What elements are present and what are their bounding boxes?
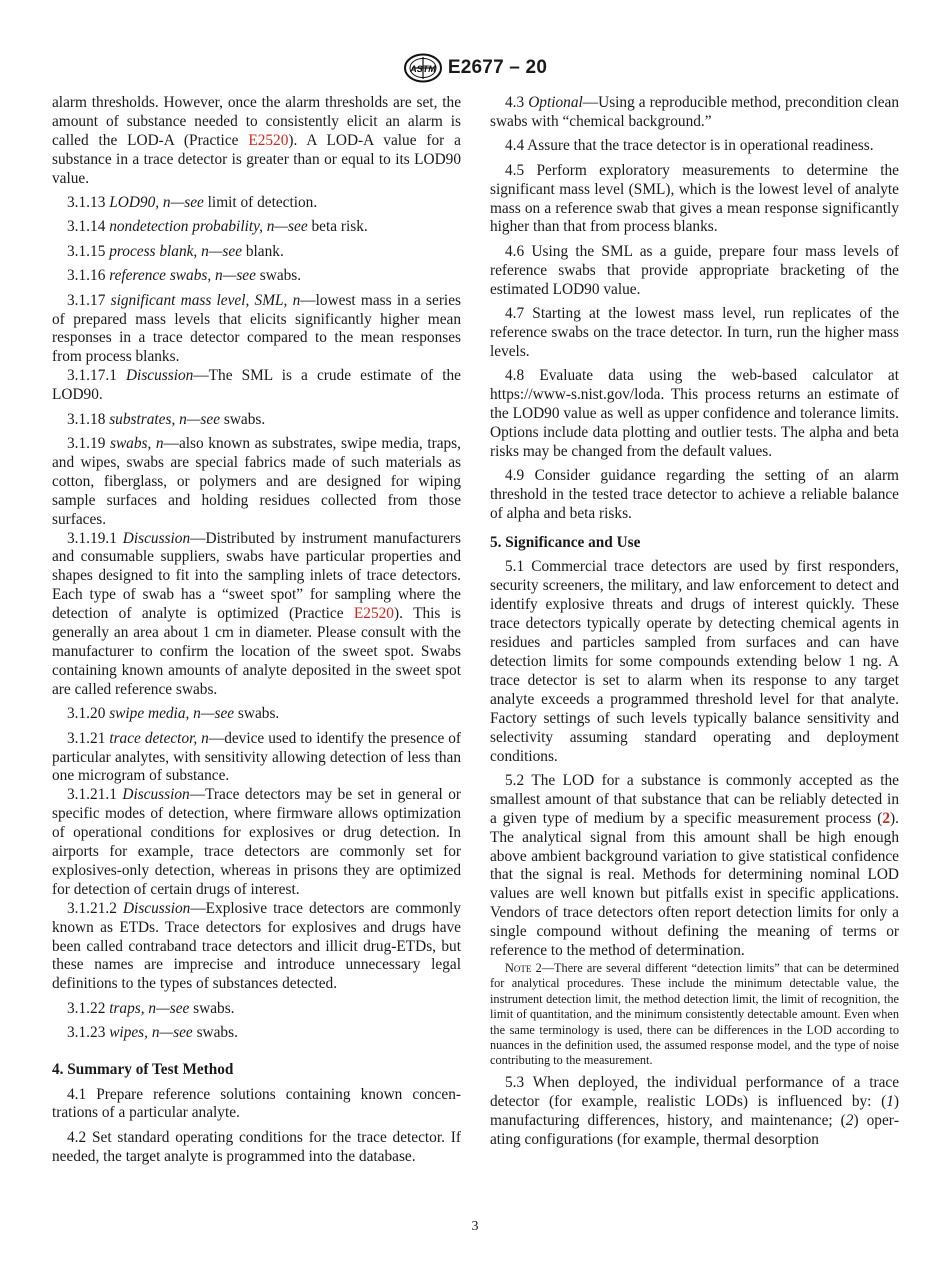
reference-link[interactable]: 2 — [882, 809, 891, 827]
e2520-link[interactable]: E2520 — [353, 605, 394, 623]
section-5-heading: 5. Significance and Use — [490, 534, 641, 552]
note-2: Note 2—There are several different “detection limits” that can be determined for analytical procedures. These include the minimum detectable value, the instrument detection limit, the method detection limit, the limit of recognition, the limit of quantitation, and the minimum consistently detectable amount. Even when the same terminology is used, there can be differences in the LOD according to nuances in the definition used, the assumed response model, and the type of noise contributing to the measurement. — [490, 960, 899, 1068]
page-number: 3 — [471, 1219, 479, 1234]
def-3-1-21-1: 3.1.21.1 Discussion—Trace detectors may be set in general or specific modes of detection, where firmware allows optimization of operational conditions for explosives or drug detection. In airports for example, trace detectors are commonly set for explosives-only detection, whereas in prisons they are optimized for detection of certain drugs of interest. — [52, 786, 462, 898]
para-4-5: 4.5 Perform exploratory measurements to determine the significant mass level (SML), which is the lowest level of analyte mass on a reference swab that gives a mean response significantly higher than that from process blanks. — [490, 161, 899, 236]
para-4-7: 4.7 Starting at the lowest mass level, run replicates of the reference swabs on the trace detector. In turn, run the higher mass levels. — [490, 305, 899, 360]
def-3-1-16: 3.1.16 reference swabs, n—see swabs. — [67, 267, 302, 285]
paragraph-lod-a: alarm thresholds. However, once the alarm thresholds are set, the amount of substance needed to consistently elicit an alarm is called the LOD-A (Practice E2520). A LOD-A value for a substance in a trace detector is greater than or equal to its LOD90 value. — [52, 94, 461, 187]
left-column — [52, 94, 461, 1167]
def-3-1-23: 3.1.23 wipes, n—see swabs. — [67, 1024, 238, 1042]
def-3-1-19-1: 3.1.19.1 Discussion—Distributed by instrument manufacturers and consumable suppliers, swabs have particular properties and shapes designed to fit into the sampling inlets of trace detectors. Each type of swab has a “sweet spot” for sampling where the detection of analyte is optimized (Practice E2520). This is generally an area about 1 cm in diameter. Please consult with the manufacturer to confirm the location of the sweet spot. Swabs containing known amounts of analyte deposited in the sweet spot are called reference swabs. — [52, 529, 461, 698]
def-3-1-15: 3.1.15 process blank, n—see blank. — [67, 242, 284, 260]
def-3-1-18: 3.1.18 substrates, n—see swabs. — [67, 410, 266, 428]
para-5-1: 5.1 Commercial trace detectors are used by first responders, security screeners, the military, and law enforcement to detect and identify explosive threats and drugs of interest quickly. These trace detectors typically operate by detecting chemical agents in residues and particles sampled from surfaces and can have detection limits for some compounds extending below 1 ng. A trace detector is set to alarm when its response to any target analyte exceeds a programmed threshold level for that analyte. Factory settings of such levels typically balance sensitivity and selectivity assuming standard operating and deployment conditions. — [490, 558, 899, 765]
def-3-1-21: 3.1.21 trace detector, n—device used to identify the presence of particular analytes, with sensitivity allowing detection of less than one microgram of substance. — [52, 729, 461, 785]
para-5-2: 5.2 The LOD for a substance is commonly accepted as the smallest amount of that substance that can be reliably detected in a given type of medium by a specific measurement process (2). The analytical signal from this amount shall be high enough above ambient background variation to give statistical confidence that the signal is real. Methods for determining nominal LOD values are well known but pitfalls exist in specific applications. Vendors of trace detectors often report detection limits for only a single compound without defining the meaning of terms or reference to the method of determination. — [490, 771, 899, 960]
para-4-4: 4.4 Assure that the trace detector is in operational readiness. — [505, 137, 874, 155]
astm-logo-icon — [403, 53, 443, 83]
para-4-6: 4.6 Using the SML as a guide, prepare four mass levels of reference swabs that provide appropriate bracketing of the estimated LOD90 value. — [490, 242, 899, 298]
para-5-3: 5.3 When deployed, the individual performance of a trace detector (for example, realistic LODs) is influenced by: (1) manufacturing differences, history, and maintenance; (2) operating configurations (for example, thermal desorption — [490, 1074, 899, 1149]
section-4-heading: 4. Summary of Test Method — [52, 1061, 234, 1079]
standard-designation: E2677 – 20 — [447, 57, 548, 78]
def-3-1-14: 3.1.14 nondetection probability, n—see beta risk. — [67, 218, 368, 236]
def-3-1-13: 3.1.13 LOD90, n—see limit of detection. — [67, 194, 318, 212]
svg-text:ASTM: ASTM — [410, 64, 436, 74]
def-3-1-19: 3.1.19 swabs, n—also known as substrates, swipe media, traps, and wipes, swabs are special fabrics made of such materials as cotton, fiberglass, or polymers and are designed for wiping sample surfaces and holding residues collected from those surfaces. — [52, 435, 461, 528]
para-4-3: 4.3 Optional—Using a reproducible method, precondition clean swabs with “chemical background.” — [490, 94, 899, 130]
right-column — [490, 94, 899, 1150]
para-4-8: 4.8 Evaluate data using the web-based calculator at https://www-s.nist.gov/loda. This process returns an estimate of the LOD90 value as well as upper confidence and tolerance limits. Options include data plotting and outlier tests. The alpha and beta risks may be changed from the default values. — [490, 367, 899, 460]
para-4-2: 4.2 Set standard operating conditions for the trace detector. If needed, the target analyte is programmed into the database. — [52, 1128, 461, 1165]
def-3-1-21-2: 3.1.21.2 Discussion—Explosive trace detectors are commonly known as ETDs. Trace detectors for explosives and drugs have been called contraband trace detectors and illicit drug-ETDs, but these names are imprecise and introduce unnecessary legal definitions to the types of substances detected. — [52, 899, 461, 993]
e2520-link[interactable]: E2520 — [248, 131, 289, 149]
para-4-9: 4.9 Consider guidance regarding the setting of an alarm threshold in the tested trace detector to achieve a reliable balance of alpha and beta risks. — [490, 467, 899, 523]
def-3-1-17-1: 3.1.17.1 Discussion—The SML is a crude estimate of the LOD90. — [52, 367, 461, 404]
def-3-1-20: 3.1.20 swipe media, n—see swabs. — [67, 705, 280, 723]
para-4-1: 4.1 Prepare reference solutions containing known concentrations of a particular analyte. — [52, 1085, 461, 1122]
def-3-1-22: 3.1.22 traps, n—see swabs. — [67, 999, 235, 1017]
def-3-1-17: 3.1.17 significant mass level, SML, n—lowest mass in a series of prepared mass levels that elicits significantly higher mean responses in a trace detector compared to the mean responses from process blanks. — [52, 291, 461, 366]
page-header — [0, 52, 950, 84]
